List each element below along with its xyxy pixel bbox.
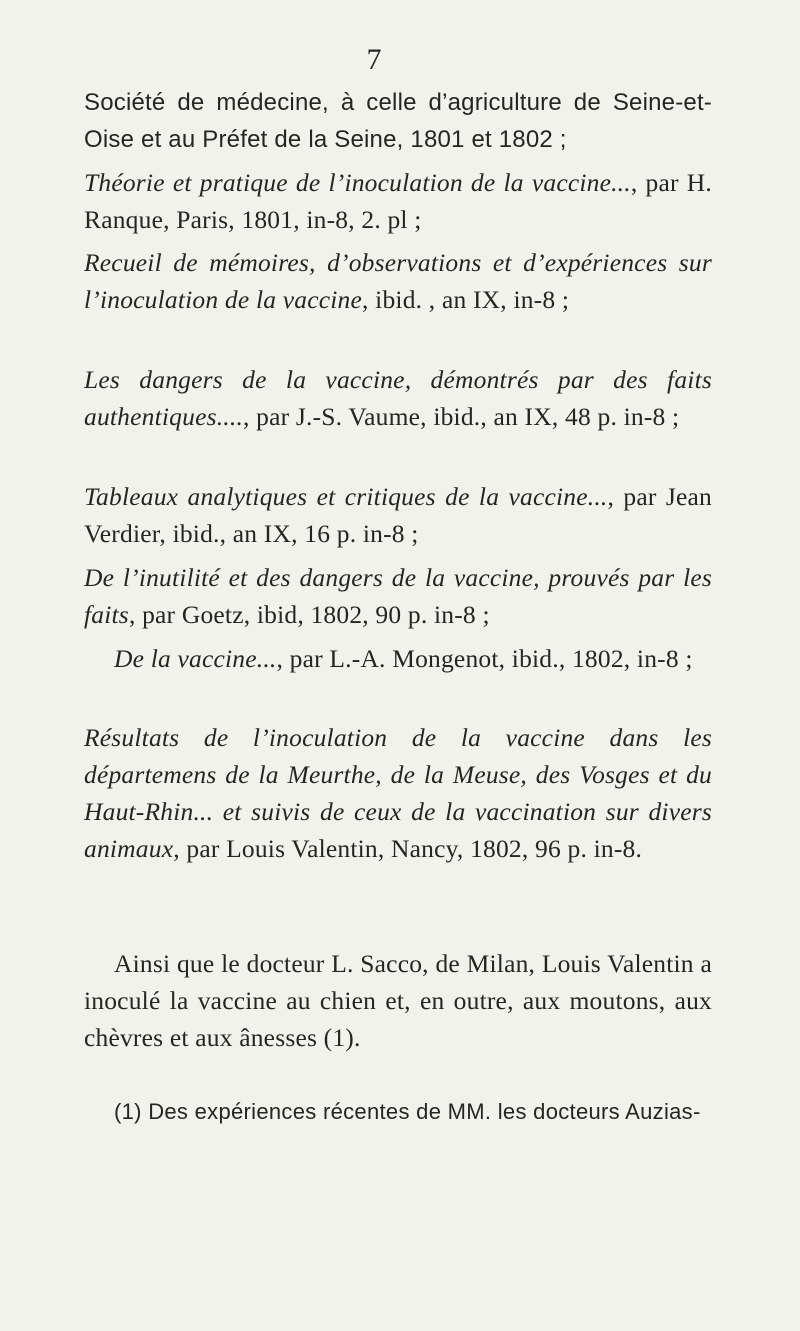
bibliography-entry-4	[84, 361, 712, 435]
entry-details: , par L.-A. Mongenot, ibid., 1802, in-8 ;	[276, 644, 693, 673]
entry-text: Société de médecine, à celle d’agriculture de Seine-et-Oise et au Préfet de la Seine, 1801 et 1802 ;	[84, 89, 712, 153]
entry-title: Tableaux analytiques et critiques de la vaccine...	[84, 482, 608, 511]
bibliography-entry-1	[84, 84, 712, 158]
entry-title: Théorie et pratique de l’inoculation de la vaccine...	[84, 168, 631, 197]
bibliography-entry-6	[84, 559, 712, 633]
bibliography-entry-7	[84, 640, 712, 677]
entry-details: , par J.-S. Vaume, ibid., an IX, 48 p. in-8 ;	[243, 402, 680, 431]
footnote: (1) Des expériences récentes de MM. les docteurs Auzias-	[114, 1099, 701, 1124]
entry-details: , par Louis Valentin, Nancy, 1802, 96 p. in-8.	[173, 834, 643, 863]
entry-details: , par Goetz, ibid, 1802, 90 p. in-8 ;	[128, 600, 490, 629]
bibliography-entry-3	[84, 244, 712, 318]
page-number: 7	[366, 43, 382, 76]
entry-title: De la vaccine...	[114, 644, 277, 673]
entry-details: , par H. Ranque, Paris, 1801, in-8, 2. pl ;	[84, 168, 712, 234]
bibliography-entry-8	[84, 719, 712, 867]
entry-title: Les dangers de la vaccine, démontrés par des faits authentiques....	[84, 365, 712, 431]
bibliography-entry-5	[84, 478, 712, 552]
body-paragraph: Ainsi que le docteur L. Sacco, de Milan, Louis Valentin a inoculé la vaccine au chien et, en outre, aux moutons, aux chèvres et aux ânesses (1).	[84, 949, 712, 1052]
entry-details: , par Jean Verdier, ibid., an IX, 16 p. in-8 ;	[84, 482, 713, 548]
entry-title: De l’inutilité et des dangers de la vaccine, prouvés par les faits	[84, 563, 712, 629]
entry-title: Recueil de mémoires, d’observations et d’expériences sur l’inoculation de la vaccine	[84, 248, 712, 314]
entry-title: Résultats de l’inoculation de la vaccine dans les départemens de la Meurthe, de la Meuse, des Vosges et du Haut-Rhin... et suivis de ceux de la vaccination sur divers animaux	[84, 723, 712, 863]
bibliography-entry-2	[84, 164, 712, 238]
entry-details: , ibid. , an IX, in-8 ;	[362, 285, 570, 314]
